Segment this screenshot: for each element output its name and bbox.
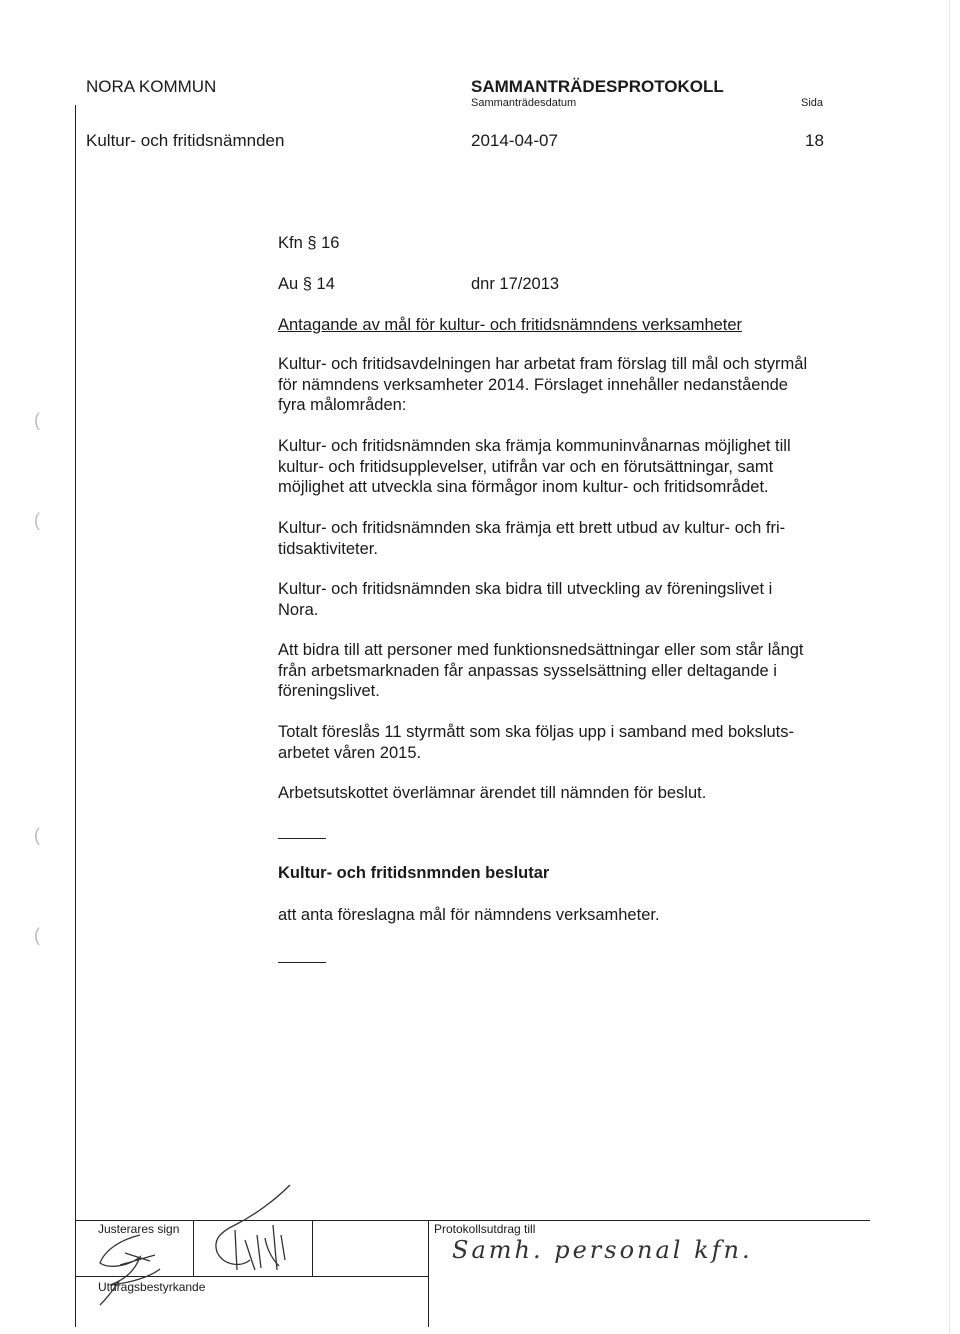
justerares-label: Justerares sign <box>98 1222 180 1236</box>
edge-mark: ( <box>34 410 40 430</box>
scan-edge <box>949 0 950 1334</box>
meeting-date: 2014-04-07 <box>471 131 558 150</box>
matter-title: Antagande av mål för kultur- och fritidsnämndens verksamheter <box>278 316 743 334</box>
doc-type: SAMMANTRÄDESPROTOKOLL <box>471 77 724 96</box>
kfn-paragraph: Kfn § 16 <box>278 234 340 252</box>
dnr-reference: dnr 17/2013 <box>471 275 560 293</box>
edge-mark: ( <box>34 925 40 945</box>
handwritten-recipients: Samh. personal kfn. <box>452 1236 753 1264</box>
decision-text: att anta föreslagna mål för nämndens verksamheter. <box>278 906 660 924</box>
goal-2: Kultur- och fritidsnämnden ska främja ett brett utbud av kultur- och fri- tidsaktiviteter. <box>278 519 786 558</box>
footer-divider <box>312 1220 313 1277</box>
committee-name: Kultur- och fritidsnämnden <box>86 131 285 150</box>
decision-heading: Kultur- och fritidsnmnden beslutar <box>278 864 550 882</box>
signature-initials <box>80 1225 200 1315</box>
separator <box>278 962 326 963</box>
edge-mark: ( <box>34 825 40 845</box>
forward-paragraph: Arbetsutskottet överlämnar ärendet till nämnden för beslut. <box>278 784 707 802</box>
footer-divider <box>428 1220 429 1327</box>
utdrag-label: Utdragsbestyrkande <box>98 1280 206 1294</box>
signature <box>195 1180 305 1280</box>
goal-3: Kultur- och fritidsnämnden ska bidra till utveckling av föreningslivet i Nora. <box>278 580 773 619</box>
date-label: Sammanträdesdatum <box>471 97 577 109</box>
separator <box>278 838 326 839</box>
total-paragraph: Totalt föreslås 11 styrmått som ska följas upp i samband med boksluts- arbetet våren 2015. <box>278 723 794 762</box>
goal-1: Kultur- och fritidsnämnden ska främja kommuninvånarnas möjlighet till kultur- och fritidsupplevelser, utifrån var och en förutsättningar, samt möjlighet att utveckla sina förmågor inom kultur- och fritidsområdet. <box>278 437 791 496</box>
edge-mark: ( <box>34 510 40 530</box>
au-paragraph: Au § 14 <box>278 275 335 293</box>
goal-4: Att bidra till att personer med funktionsnedsättningar eller som står långt från arbetsmarknaden får anpassas sysselsättning eller deltagande i föreningslivet. <box>278 641 804 700</box>
protokollsutdrag-label: Protokollsutdrag till <box>434 1222 536 1236</box>
org-name: NORA KOMMUN <box>86 77 217 96</box>
intro-paragraph: Kultur- och fritidsavdelningen har arbetat fram förslag till mål och styrmål för nämndens verksamheter 2014. Förslaget innehåller nedanstående fyra målområden: <box>278 355 808 414</box>
margin-rule <box>75 105 76 1327</box>
page-number: 18 <box>805 131 824 150</box>
page-label: Sida <box>801 97 824 109</box>
